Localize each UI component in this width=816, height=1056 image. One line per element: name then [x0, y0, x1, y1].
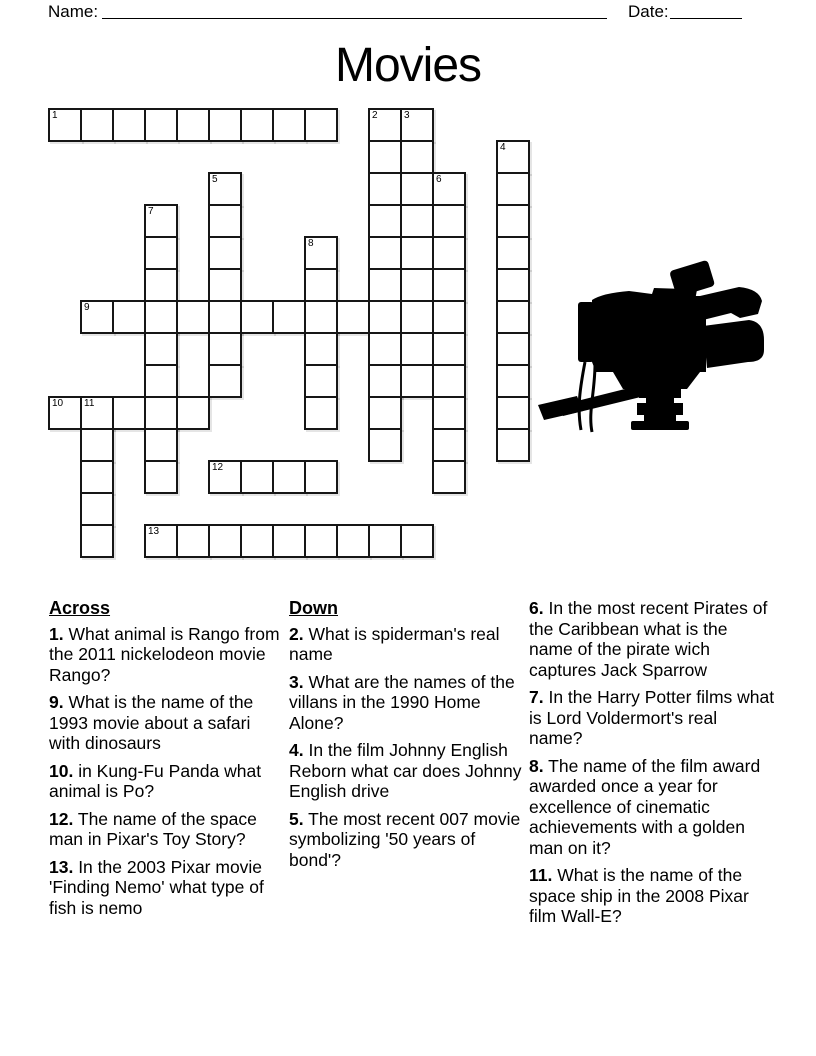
- grid-cell[interactable]: [432, 428, 466, 462]
- grid-cell[interactable]: [432, 236, 466, 270]
- clue-number: 7.: [529, 687, 544, 707]
- grid-cell[interactable]: [368, 364, 402, 398]
- grid-cell[interactable]: [208, 236, 242, 270]
- grid-cell[interactable]: [432, 204, 466, 238]
- cell-number: 13: [148, 526, 160, 537]
- grid-cell[interactable]: [112, 300, 146, 334]
- clue: 6. In the most recent Pirates of the Caribbean what is the name of the pirate wich captures Jack Sparrow: [529, 598, 768, 680]
- grid-cell[interactable]: [496, 364, 530, 398]
- clue-number: 8.: [529, 755, 544, 776]
- grid-cell[interactable]: [496, 204, 530, 238]
- clue: 10. in Kung-Fu Panda what animal is Po?: [49, 760, 262, 801]
- grid-cell[interactable]: [496, 300, 530, 334]
- grid-cell[interactable]: [400, 172, 434, 206]
- grid-cell[interactable]: [400, 524, 434, 558]
- grid-cell[interactable]: [208, 332, 242, 366]
- grid-cell[interactable]: [368, 204, 402, 238]
- grid-cell[interactable]: [144, 396, 178, 430]
- grid-cell[interactable]: [208, 268, 242, 302]
- grid-cell[interactable]: [144, 268, 178, 302]
- grid-cell[interactable]: [432, 396, 466, 430]
- grid-cell[interactable]: [496, 172, 530, 206]
- clue: 5. The most recent 007 movie symbolizing '50 years of bond'?: [289, 808, 521, 870]
- grid-cell[interactable]: [400, 236, 434, 270]
- date-label: Date:: [628, 2, 669, 21]
- grid-cell[interactable]: [496, 332, 530, 366]
- grid-cell[interactable]: [304, 108, 338, 142]
- grid-cell[interactable]: [240, 460, 274, 494]
- grid-cell[interactable]: [240, 108, 274, 142]
- clue-list-heading: Across: [49, 598, 111, 618]
- grid-cell[interactable]: [80, 396, 114, 430]
- grid-cell[interactable]: [176, 524, 210, 558]
- cell-number: 2: [372, 110, 378, 121]
- grid-cell[interactable]: [272, 300, 306, 334]
- grid-cell[interactable]: [240, 300, 274, 334]
- grid-cell[interactable]: [400, 140, 434, 174]
- clue-column-down: [289, 598, 527, 877]
- clue: 12. The name of the space man in Pixar's Toy Story?: [49, 808, 257, 849]
- grid-cell[interactable]: [176, 300, 210, 334]
- clue-number: 6.: [529, 598, 544, 618]
- grid-cell[interactable]: [368, 236, 402, 270]
- name-input-line[interactable]: [102, 2, 607, 19]
- grid-cell[interactable]: [368, 300, 402, 334]
- cell-number: 4: [500, 142, 506, 153]
- clue: 2. What is spiderman's real name: [289, 623, 500, 664]
- clue-number: 11.: [529, 865, 553, 885]
- grid-cell[interactable]: [208, 460, 242, 494]
- grid-cell[interactable]: [208, 172, 242, 206]
- grid-cell[interactable]: [368, 396, 402, 430]
- cell-number: 11: [84, 398, 95, 409]
- grid-cell[interactable]: [144, 300, 178, 334]
- date-input-line[interactable]: [670, 2, 742, 19]
- grid-cell[interactable]: [336, 524, 370, 558]
- grid-cell[interactable]: [368, 332, 402, 366]
- clue-number: 12.: [49, 808, 74, 829]
- grid-cell[interactable]: [400, 364, 434, 398]
- grid-cell[interactable]: [144, 364, 178, 398]
- grid-cell[interactable]: [432, 364, 466, 398]
- grid-cell[interactable]: [80, 300, 114, 334]
- grid-cell[interactable]: [144, 460, 178, 494]
- clue: 11. What is the name of the space ship in the 2008 Pixar film Wall-E?: [529, 865, 749, 926]
- grid-cell[interactable]: [496, 396, 530, 430]
- grid-cell[interactable]: [400, 300, 434, 334]
- clue-column-down-continued: [529, 598, 775, 934]
- clue: 13. In the 2003 Pixar movie 'Finding Nemo' what type of fish is nemo: [49, 856, 264, 918]
- clue-number: 2.: [289, 623, 304, 644]
- grid-cell[interactable]: [208, 108, 242, 142]
- grid-cell[interactable]: [368, 268, 402, 302]
- grid-cell[interactable]: [80, 524, 114, 558]
- grid-cell[interactable]: [112, 396, 146, 430]
- clue-number: 1.: [49, 623, 64, 644]
- grid-cell[interactable]: [368, 524, 402, 558]
- cell-number: 7: [148, 206, 154, 217]
- video-camera-icon: [535, 258, 767, 436]
- clue-list-heading: Down: [289, 598, 338, 618]
- grid-cell[interactable]: [176, 108, 210, 142]
- grid-cell[interactable]: [144, 332, 178, 366]
- cell-number: 9: [84, 302, 90, 313]
- grid-cell[interactable]: [496, 236, 530, 270]
- cell-number: 8: [308, 238, 314, 249]
- grid-cell[interactable]: [400, 332, 434, 366]
- grid-cell[interactable]: [80, 460, 114, 494]
- grid-cell[interactable]: [144, 108, 178, 142]
- grid-cell[interactable]: [272, 524, 306, 558]
- clue: 1. What animal is Rango from the 2011 nickelodeon movie Rango?: [49, 623, 280, 685]
- grid-cell[interactable]: [144, 524, 178, 558]
- grid-cell[interactable]: [304, 460, 338, 494]
- clue: 9. What is the name of the 1993 movie about a safari with dinosaurs: [49, 692, 254, 753]
- grid-cell[interactable]: [496, 268, 530, 302]
- grid-cell[interactable]: [400, 268, 434, 302]
- grid-cell[interactable]: [336, 300, 370, 334]
- grid-cell[interactable]: [304, 300, 338, 334]
- grid-cell[interactable]: [80, 108, 114, 142]
- grid-cell[interactable]: [80, 428, 114, 462]
- grid-cell[interactable]: [144, 236, 178, 270]
- clue: 4. In the film Johnny English Reborn what car does Johnny English drive: [289, 740, 522, 801]
- clue: 3. What are the names of the villans in the 1990 Home Alone?: [289, 671, 515, 733]
- cell-number: 3: [404, 110, 410, 121]
- page-title: Movies: [334, 39, 482, 92]
- grid-cell[interactable]: [400, 204, 434, 238]
- grid-cell[interactable]: [208, 204, 242, 238]
- grid-cell[interactable]: [432, 332, 466, 366]
- grid-cell[interactable]: [304, 236, 338, 270]
- grid-cell[interactable]: [272, 108, 306, 142]
- grid-cell[interactable]: [432, 268, 466, 302]
- grid-cell[interactable]: [48, 108, 82, 142]
- grid-cell[interactable]: [208, 524, 242, 558]
- grid-cell[interactable]: [240, 524, 274, 558]
- grid-cell[interactable]: [112, 108, 146, 142]
- grid-cell[interactable]: [208, 364, 242, 398]
- name-label: Name:: [48, 2, 99, 21]
- clue-number: 9.: [49, 692, 64, 712]
- grid-cell[interactable]: [432, 460, 466, 494]
- grid-cell[interactable]: [368, 428, 402, 462]
- crossword-grid: [49, 109, 531, 559]
- clue-column-across: [49, 598, 282, 925]
- clue-number: 3.: [289, 671, 304, 692]
- grid-cell[interactable]: [208, 300, 242, 334]
- clue-number: 5.: [289, 808, 304, 829]
- grid-cell[interactable]: [368, 108, 402, 142]
- cell-number: 1: [52, 110, 58, 121]
- grid-cell[interactable]: [496, 428, 530, 462]
- grid-cell[interactable]: [144, 204, 178, 238]
- cell-number: 5: [212, 174, 218, 185]
- clue: 8. The name of the film award awarded once a year for excellence of cinematic achievements with a golden man on it?: [529, 755, 761, 858]
- grid-cell[interactable]: [80, 492, 114, 526]
- grid-cell[interactable]: [304, 332, 338, 366]
- grid-cell[interactable]: [272, 460, 306, 494]
- grid-cell[interactable]: [144, 428, 178, 462]
- clue-number: 10.: [49, 760, 74, 781]
- grid-cell[interactable]: [400, 108, 434, 142]
- clue-number: 4.: [289, 740, 304, 760]
- grid-cell[interactable]: [304, 524, 338, 558]
- cell-number: 12: [212, 462, 224, 473]
- cell-number: 10: [52, 398, 64, 409]
- clue: 7. In the Harry Potter films what is Lord Voldermort's real name?: [529, 687, 775, 748]
- cell-number: 6: [436, 174, 442, 185]
- grid-cell[interactable]: [432, 300, 466, 334]
- grid-cell[interactable]: [496, 140, 530, 174]
- grid-cell[interactable]: [176, 396, 210, 430]
- grid-cell[interactable]: [304, 268, 338, 302]
- grid-cell[interactable]: [432, 172, 466, 206]
- grid-cell[interactable]: [304, 396, 338, 430]
- grid-cell[interactable]: [368, 140, 402, 174]
- grid-cell[interactable]: [368, 172, 402, 206]
- grid-cell[interactable]: [304, 364, 338, 398]
- clue-number: 13.: [49, 856, 74, 877]
- grid-cell[interactable]: [48, 396, 82, 430]
